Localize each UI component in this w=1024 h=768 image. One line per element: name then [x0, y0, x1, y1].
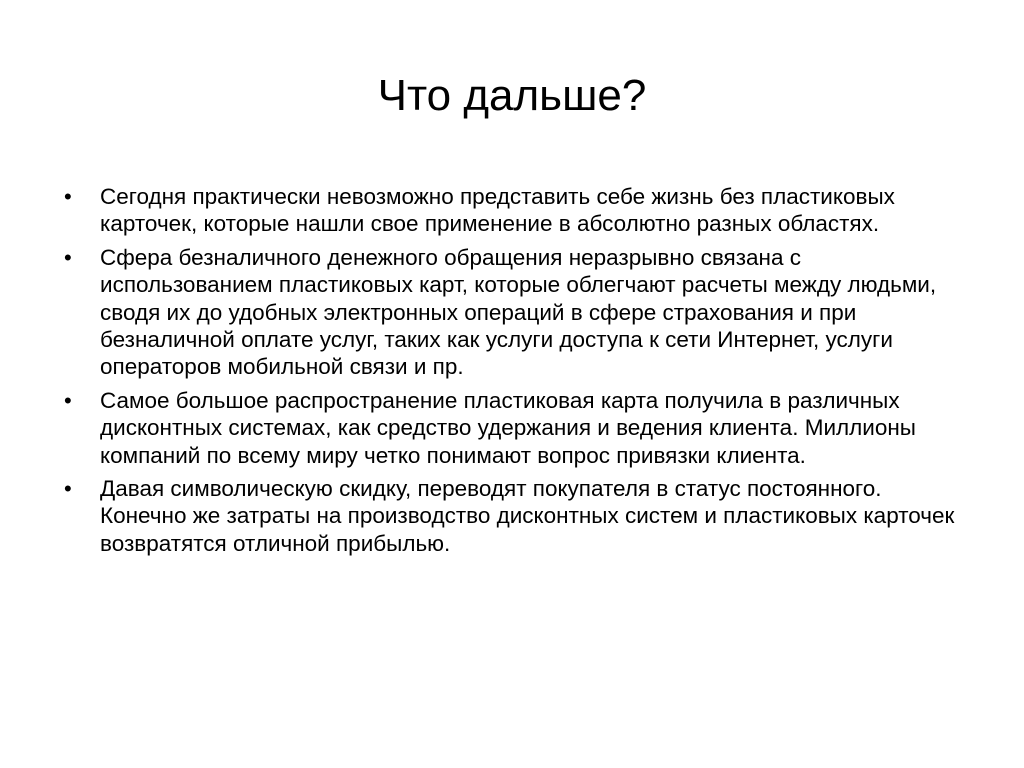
bullet-icon: • — [64, 184, 72, 209]
bullet-text: Давая символическую скидку, переводят покупателя в статус постоянного. Конечно же затраты на производство дисконтных систем и пластиковых карточек возвратятся отличной прибылью. — [100, 476, 955, 556]
bullet-item — [64, 244, 974, 381]
bullet-text: Самое большое распространение пластиковая карта получила в различных дисконтных системах, как средство удержания и ведения клиента. Миллионы компаний по всему миру четко понимают вопрос привязки клиента. — [100, 387, 916, 468]
bullet-item — [64, 183, 974, 238]
bullet-item — [64, 475, 974, 557]
bullet-icon: • — [64, 244, 72, 270]
bullet-icon: • — [64, 476, 72, 502]
bullet-icon: • — [64, 387, 72, 413]
slide-title: Что дальше? — [377, 71, 647, 120]
bullet-item — [64, 387, 974, 469]
bullet-list — [64, 183, 974, 563]
bullet-text: Сегодня практически невозможно представить себе жизнь без пластиковых карточек, которые нашли свое применение в абсолютно разных областях. — [100, 184, 895, 237]
bullet-text: Сфера безналичного денежного обращения неразрывно связана с использованием пластиковых карт, которые облегчают расчеты между людьми, сводя их до удобных электронных операций в сфере страхования и при безналичной оплате услуг, таких как услуги доступа к сети Интернет, услуги операторов мобильной связи и пр. — [100, 244, 937, 380]
